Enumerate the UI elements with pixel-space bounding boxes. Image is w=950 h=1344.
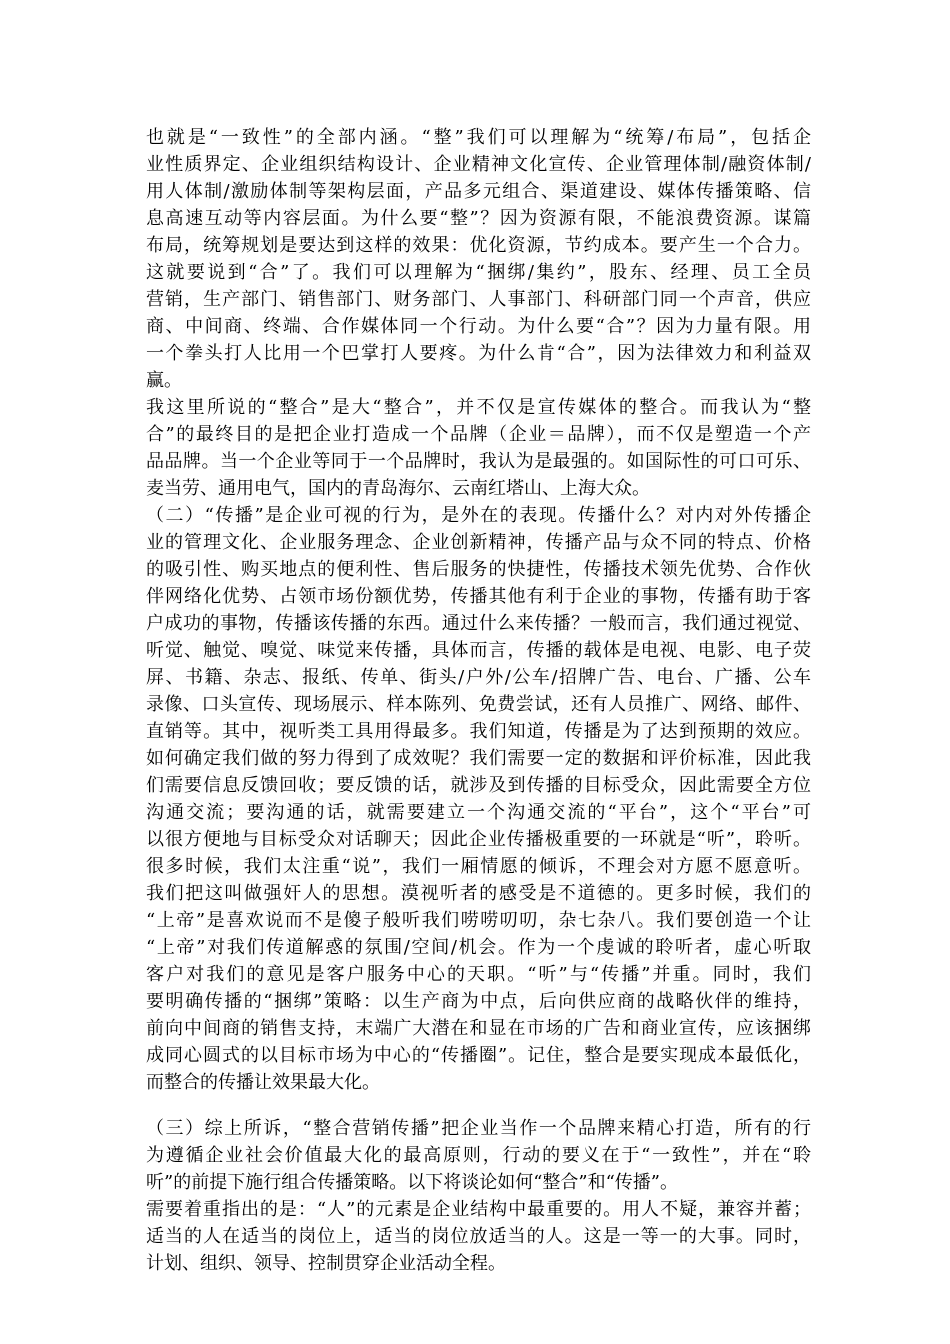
text-line: 录像、口头宣传、现场展示、样本陈列、免费尝试，还有人员推广、网络、邮件、 [146, 694, 811, 715]
text-line: 以很方便地与目标受众对话聊天；因此企业传播极重要的一环就是“听”，聆听。 [146, 829, 811, 850]
text-line: 麦当劳、通用电气，国内的青岛海尔、云南红塔山、上海大众。 [146, 478, 650, 499]
text-line: 直销等。其中，视听类工具用得最多。我们知道，传播是为了达到预期的效应。 [146, 721, 811, 742]
paragraph-section-three [146, 1115, 811, 1196]
text-line: 的吸引性、购买地点的便利性、售后服务的快捷性，传播技术领先优势、合作伙 [146, 559, 811, 580]
text-line: 营销，生产部门、销售部门、财务部门、人事部门、科研部门同一个声音，供应 [146, 289, 811, 310]
text-line: 我这里所说的“整合”是大“整合”，并不仅是宣传媒体的整合。而我认为“整 [146, 397, 811, 418]
paragraph-big-integration [146, 394, 811, 502]
text-line: 适当的人在适当的岗位上，适当的岗位放适当的人。这是一等一的大事。同时， [146, 1226, 811, 1247]
text-line: （三）综上所诉，“整合营销传播”把企业当作一个品牌来精心打造，所有的行 [146, 1118, 811, 1139]
text-line: 业性质界定、企业组织结构设计、企业精神文化宣传、企业管理体制/融资体制/ [146, 154, 811, 175]
text-line: “上帝”是喜欢说而不是傻子般听我们唠唠叨叨，杂七杂八。我们要创造一个让 [146, 910, 811, 931]
text-line: 品品牌。当一个企业等同于一个品牌时，我认为是最强的。如国际性的可口可乐、 [146, 451, 811, 472]
paragraph-section-two [146, 502, 811, 1096]
text-line: 用人体制/激励体制等架构层面，产品多元组合、渠道建设、媒体传播策略、信 [146, 181, 811, 202]
text-line: （二）“传播”是企业可视的行为，是外在的表现。传播什么？对内对外传播企 [146, 505, 811, 526]
text-line: 布局，统筹规划是要达到这样的效果：优化资源，节约成本。要产生一个合力。 [146, 235, 811, 256]
text-line: 前向中间商的销售支持，末端广大潜在和显在市场的广告和商业宣传，应该捆绑 [146, 1018, 811, 1039]
text-line: 我们把这叫做强奸人的思想。漠视听者的感受是不道德的。更多时候，我们的 [146, 883, 811, 904]
text-line: 这就要说到“合”了。我们可以理解为“捆绑/集约”，股东、经理、员工全员 [146, 262, 811, 283]
text-line: 很多时候，我们太注重“说”，我们一厢情愿的倾诉，不理会对方愿不愿意听。 [146, 856, 811, 877]
text-line: 业的管理文化、企业服务理念、企业创新精神，传播产品与众不同的特点、价格 [146, 532, 811, 553]
text-line: “上帝”对我们传道解惑的氛围/空间/机会。作为一个虔诚的聆听者，虚心听取 [146, 937, 811, 958]
text-line: 成同心圆式的以目标市场为中心的“传播圈”。记住，整合是要实现成本最低化， [146, 1045, 811, 1066]
text-line: 伴网络化优势、占领市场份额优势，传播其他有利于企业的事物，传播有助于客 [146, 586, 811, 607]
text-line: 商、中间商、终端、合作媒体同一个行动。为什么要“合”？因为力量有限。用 [146, 316, 811, 337]
text-line: 息高速互动等内容层面。为什么要“整”？因为资源有限，不能浪费资源。谋篇 [146, 208, 811, 229]
text-line: 要明确传播的“捆绑”策略：以生产商为中点，后向供应商的战略伙伴的维持， [146, 991, 811, 1012]
text-line: 计划、组织、领导、控制贯穿企业活动全程。 [146, 1253, 506, 1274]
text-line: 沟通交流；要沟通的话，就需要建立一个沟通交流的“平台”，这个“平台”可 [146, 802, 811, 823]
paragraph-people-element [146, 1196, 811, 1277]
text-line: 如何确定我们做的努力得到了成效呢？我们需要一定的数据和评价标准，因此我 [146, 748, 811, 769]
text-line: 一个拳头打人比用一个巴掌打人要疼。为什么肯“合”，因为法律效力和利益双 [146, 343, 811, 364]
text-line: 合”的最终目的是把企业打造成一个品牌（企业＝品牌），而不仅是塑造一个产 [146, 424, 811, 445]
text-line: 户成功的事物，传播该传播的东西。通过什么来传播？一般而言，我们通过视觉、 [146, 613, 811, 634]
text-line: 听觉、触觉、嗅觉、味觉来传播，具体而言，传播的载体是电视、电影、电子荧 [146, 640, 811, 661]
text-line: 屏、书籍、杂志、报纸、传单、街头/户外/公车/招牌广告、电台、广播、公车 [146, 667, 811, 688]
text-line: 为遵循企业社会价值最大化的最高原则，行动的要义在于“一致性”，并在“聆 [146, 1145, 811, 1166]
paragraph-integration-meaning [146, 124, 811, 394]
text-line: 听”的前提下施行组合传播策略。以下将谈论如何“整合”和“传播”。 [146, 1172, 679, 1193]
text-line: 客户对我们的意见是客户服务中心的天职。“听”与“传播”并重。同时，我们 [146, 964, 811, 985]
text-line: 需要着重指出的是：“人”的元素是企业结构中最重要的。用人不疑，兼容并蓄； [146, 1199, 811, 1220]
text-line: 也就是“一致性”的全部内涵。“整”我们可以理解为“统筹/布局”，包括企 [146, 127, 811, 148]
text-line: 而整合的传播让效果最大化。 [146, 1072, 380, 1093]
text-line: 们需要信息反馈回收；要反馈的话，就涉及到传播的目标受众，因此需要全方位 [146, 775, 811, 796]
text-line: 赢。 [146, 370, 182, 391]
